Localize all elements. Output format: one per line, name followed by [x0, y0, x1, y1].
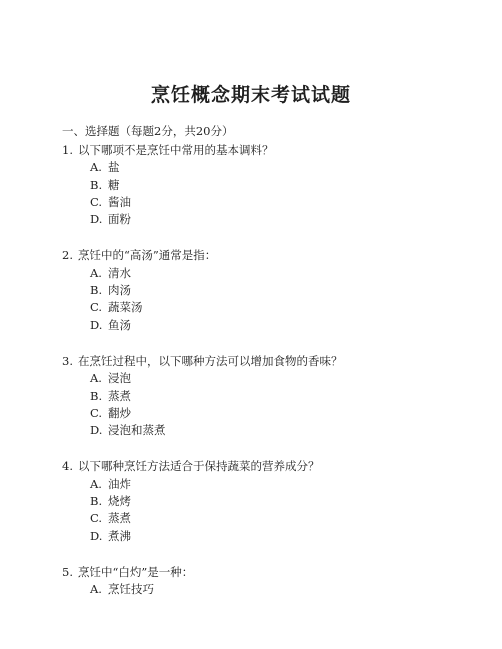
option-item — [90, 528, 343, 545]
option-item — [90, 282, 343, 299]
option-list — [62, 370, 343, 439]
option-text: 蒸煮 — [108, 511, 131, 526]
question-number: 2. — [62, 248, 73, 263]
option-text: 肉汤 — [108, 283, 131, 298]
option-key: D. — [90, 423, 103, 438]
question-number: 1. — [62, 143, 73, 157]
option-text: 煮沸 — [108, 528, 131, 543]
option-list — [62, 476, 343, 545]
option-key: C. — [90, 300, 103, 315]
option-item — [90, 476, 343, 493]
option-text: 翻炒 — [108, 405, 131, 420]
option-key: B. — [90, 177, 103, 192]
option-text: 浸泡和蒸煮 — [108, 423, 166, 438]
option-key: B. — [90, 494, 103, 509]
option-key: A. — [90, 582, 102, 597]
option-text: 糖 — [108, 177, 120, 192]
question-text: 以下哪项不是烹饪中常用的基本调料？ — [78, 143, 274, 157]
option-item — [90, 177, 343, 194]
question-list — [62, 142, 343, 618]
option-key: A. — [90, 476, 102, 491]
option-text: 浸泡 — [108, 371, 131, 386]
question-text: 烹饪中的“高汤”通常是指： — [78, 248, 217, 263]
question-stem — [62, 353, 343, 370]
question-item — [62, 247, 343, 333]
option-key: C. — [90, 194, 103, 209]
question-item — [62, 564, 343, 599]
question-stem — [62, 247, 343, 264]
option-item — [90, 370, 343, 387]
question-text: 烹饪中“白灼”是一种： — [78, 564, 194, 579]
option-text: 鱼汤 — [108, 317, 131, 332]
option-item — [90, 510, 343, 527]
option-text: 面粉 — [108, 212, 131, 227]
question-text: 在烹饪过程中，以下哪种方法可以增加食物的香味？ — [78, 353, 343, 368]
option-list — [62, 159, 343, 228]
option-text: 烧烤 — [108, 494, 131, 509]
option-item — [90, 317, 343, 334]
option-key: D. — [90, 317, 103, 332]
option-item — [90, 211, 343, 228]
option-item — [90, 493, 343, 510]
option-item — [90, 581, 343, 598]
option-text: 清水 — [108, 265, 131, 280]
option-item — [90, 388, 343, 405]
option-key: B. — [90, 388, 103, 403]
option-item — [90, 194, 343, 211]
option-key: C. — [90, 405, 103, 420]
option-text: 盐 — [108, 160, 120, 175]
question-item — [62, 142, 343, 228]
option-key: A. — [90, 160, 102, 175]
question-stem — [62, 142, 343, 159]
option-key: D. — [90, 528, 103, 543]
question-number: 5. — [62, 564, 73, 579]
option-key: A. — [90, 371, 102, 386]
exam-title: 烹饪概念期末考试试题 — [150, 84, 351, 106]
section-heading: 一、选择题（每题2分，共20分） — [62, 124, 234, 138]
option-text: 油炸 — [108, 476, 131, 491]
option-key: B. — [90, 283, 103, 298]
option-item — [90, 405, 343, 422]
question-number: 4. — [62, 459, 73, 474]
option-list — [62, 581, 343, 598]
option-item — [90, 422, 343, 439]
question-item — [62, 353, 343, 439]
option-text: 酱油 — [108, 194, 131, 209]
option-list — [62, 265, 343, 334]
option-key: D. — [90, 212, 103, 227]
option-key: A. — [90, 265, 102, 280]
question-number: 3. — [62, 353, 73, 368]
question-stem — [62, 458, 343, 475]
option-text: 烹饪技巧 — [108, 582, 154, 597]
option-item — [90, 159, 343, 176]
option-item — [90, 265, 343, 282]
question-stem — [62, 564, 343, 581]
question-text: 以下哪种烹饪方法适合于保持蔬菜的营养成分？ — [78, 459, 320, 474]
option-text: 蔬菜汤 — [108, 300, 143, 315]
option-key: C. — [90, 511, 103, 526]
question-item — [62, 458, 343, 544]
option-item — [90, 299, 343, 316]
option-text: 蒸煮 — [108, 388, 131, 403]
